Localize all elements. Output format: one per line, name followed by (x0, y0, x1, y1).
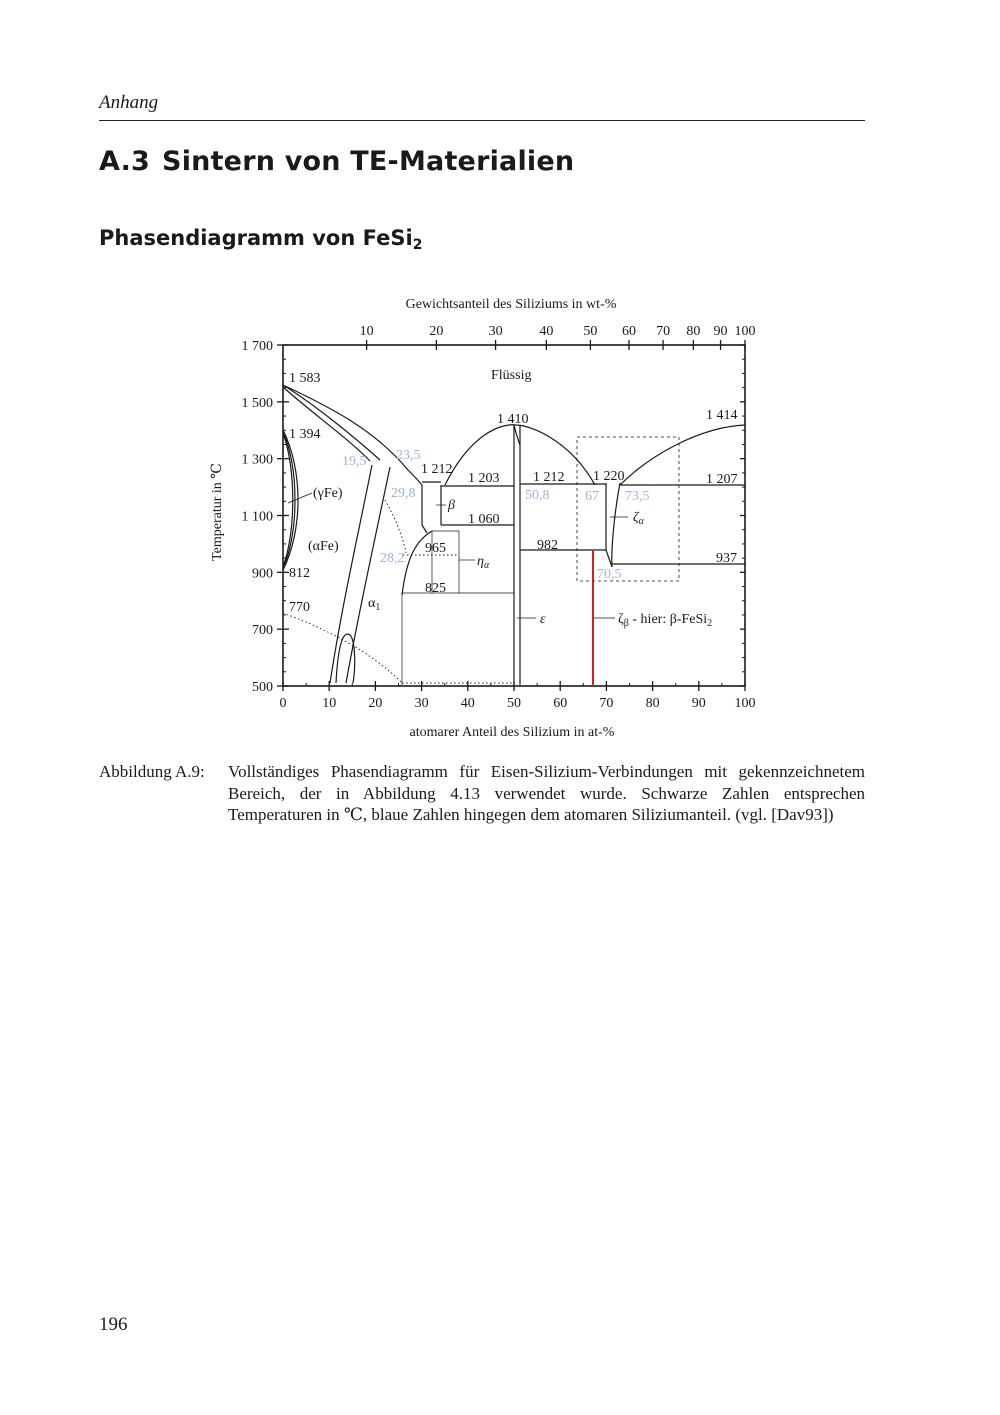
label-zeta-alpha-symbol: ζ (633, 510, 639, 525)
fe-si-phase-diagram (200, 285, 800, 745)
left-tick-label-1500: 1 500 (241, 395, 273, 411)
label-1414: 1 414 (706, 408, 738, 423)
caption-text: Vollständiges Phasendiagramm für Eisen-Silizium-Verbindungen mit gekennzeichnetem Bereich, der in Abbildung 4.13 verwendet wurde. Schwarze Zahlen entsprechen Temperaturen in ℃, blaue Zahlen hingegen dem atomaren Siliziumanteil. (vgl. [Dav93]) (228, 762, 865, 824)
top-tick-label-60: 60 (621, 324, 636, 339)
label-zeta-beta-sub: β (623, 618, 629, 629)
top-tick-label-20: 20 (429, 324, 444, 339)
label-gamma-fe: (γFe) (313, 486, 343, 501)
label-1207: 1 207 (706, 472, 738, 487)
label-eta-symbol: η (477, 554, 484, 569)
left-tick-label-1300: 1 300 (241, 452, 273, 468)
bottom-tick-label-10: 10 (322, 696, 337, 711)
header-rule (99, 120, 865, 121)
left-tick-label-500: 500 (252, 680, 273, 695)
label-1220: 1 220 (593, 469, 625, 484)
label-1212b: 1 212 (533, 470, 565, 485)
figure-caption (99, 761, 865, 826)
bottom-tick-label-90: 90 (691, 696, 706, 711)
left-tick-label-700: 700 (252, 623, 273, 639)
zeta-alpha-bottom (606, 550, 612, 567)
bottom-tick-label-0: 0 (279, 696, 287, 711)
caption-label: Abbildung A.9: (99, 762, 205, 781)
subsection-title (99, 226, 422, 253)
subsection-subscript: 2 (412, 237, 423, 253)
label-28-2: 28,2 (380, 551, 405, 566)
label-alpha-fe: (αFe) (308, 539, 339, 554)
epsilon-cap (514, 425, 520, 445)
label-alpha1 (368, 596, 380, 613)
label-zeta-beta-note: - hier: β-FeSi (628, 612, 708, 627)
label-alpha1-sub: 1 (375, 602, 381, 613)
thin-lines (288, 493, 628, 685)
top-tick-label-80: 80 (686, 324, 701, 339)
label-1060: 1 060 (468, 512, 500, 527)
section-title-text: Sintern von TE-Materialien (162, 146, 575, 177)
left-tick-label-1100: 1 100 (241, 509, 273, 525)
top-tick-label-40: 40 (539, 324, 554, 339)
label-965: 965 (425, 541, 446, 556)
top-tick-label-10: 10 (359, 324, 374, 339)
curie-line (283, 613, 402, 683)
label-70-5: 70,5 (597, 567, 622, 582)
label-eta (477, 554, 490, 571)
top-tick-label-90: 90 (713, 324, 728, 339)
y-axis-title: Temperatur in ℃ (210, 463, 225, 561)
label-1212a: 1 212 (421, 462, 453, 477)
label-23-5: 23,5 (396, 448, 421, 463)
page-number: 196 (99, 1314, 128, 1335)
label-73-5: 73,5 (625, 489, 650, 504)
top-axis-title: Gewichtsanteil des Siliziums in wt-% (405, 297, 617, 312)
label-zeta-beta-symbol: ζ (618, 612, 624, 627)
bottom-tick-label-100: 100 (734, 696, 756, 711)
bottom-axis-title: atomarer Anteil des Silizium in at-% (409, 725, 615, 740)
label-1583: 1 583 (289, 371, 321, 386)
section-title (99, 146, 574, 177)
solidus-fe-side (283, 385, 380, 460)
label-beta: β (448, 498, 455, 513)
label-1203: 1 203 (468, 471, 500, 486)
label-zeta-alpha-sub: α (638, 516, 644, 527)
order-disorder-line (385, 500, 406, 553)
bottom-tick-label-80: 80 (645, 696, 660, 711)
label-zeta-beta (618, 612, 712, 629)
top-tick-label-70: 70 (656, 324, 671, 339)
alpha1-right-boundary (346, 467, 390, 683)
bottom-tick-label-60: 60 (553, 696, 568, 711)
bottom-tick-label-20: 20 (368, 696, 383, 711)
phase-boundaries (283, 385, 745, 685)
label-1394: 1 394 (289, 427, 321, 442)
label-770: 770 (289, 600, 310, 615)
beta-bottom-left (422, 525, 427, 533)
label-zeta-alpha (633, 510, 645, 527)
label-937: 937 (716, 551, 737, 566)
dotted-boundaries (283, 500, 514, 683)
subsection-title-text: Phasendiagramm von FeSi (99, 226, 413, 250)
label-982: 982 (537, 538, 558, 553)
top-axis-ticks (360, 324, 756, 350)
label-epsilon: ε (540, 612, 546, 627)
label-1410: 1 410 (497, 412, 529, 427)
bottom-tick-label-70: 70 (599, 696, 614, 711)
solidus-fe-side-lower (283, 387, 370, 461)
label-liquid: Flüssig (491, 368, 532, 383)
section-number: A.3 (99, 146, 151, 177)
bottom-tick-label-30: 30 (414, 696, 429, 711)
top-tick-label-100: 100 (734, 324, 756, 339)
label-eta-sub: α (483, 560, 490, 571)
label-alpha1-symbol: α (368, 596, 376, 611)
bottom-tick-label-40: 40 (460, 696, 475, 711)
label-812: 812 (289, 566, 310, 581)
gamma-loop-inner (283, 433, 293, 567)
left-tick-label-900: 900 (252, 566, 273, 582)
phase-labels (308, 368, 712, 629)
label-67: 67 (585, 489, 599, 504)
top-tick-label-30: 30 (488, 324, 503, 339)
running-head: Anhang (99, 92, 159, 113)
temperature-labels (289, 371, 738, 615)
label-19-5: 19,5 (342, 454, 367, 469)
top-tick-label-50: 50 (583, 324, 598, 339)
zeta-alpha-right (612, 483, 620, 567)
bottom-tick-label-50: 50 (507, 696, 521, 711)
label-zeta-beta-note-sub: 2 (707, 618, 713, 629)
leader-gamma (288, 493, 312, 503)
label-825: 825 (425, 581, 446, 596)
left-tick-label-1700: 1 700 (241, 339, 273, 354)
label-50-8: 50,8 (525, 488, 550, 503)
label-29-8: 29,8 (391, 486, 416, 501)
liquidus-to-eutectic (408, 470, 422, 485)
